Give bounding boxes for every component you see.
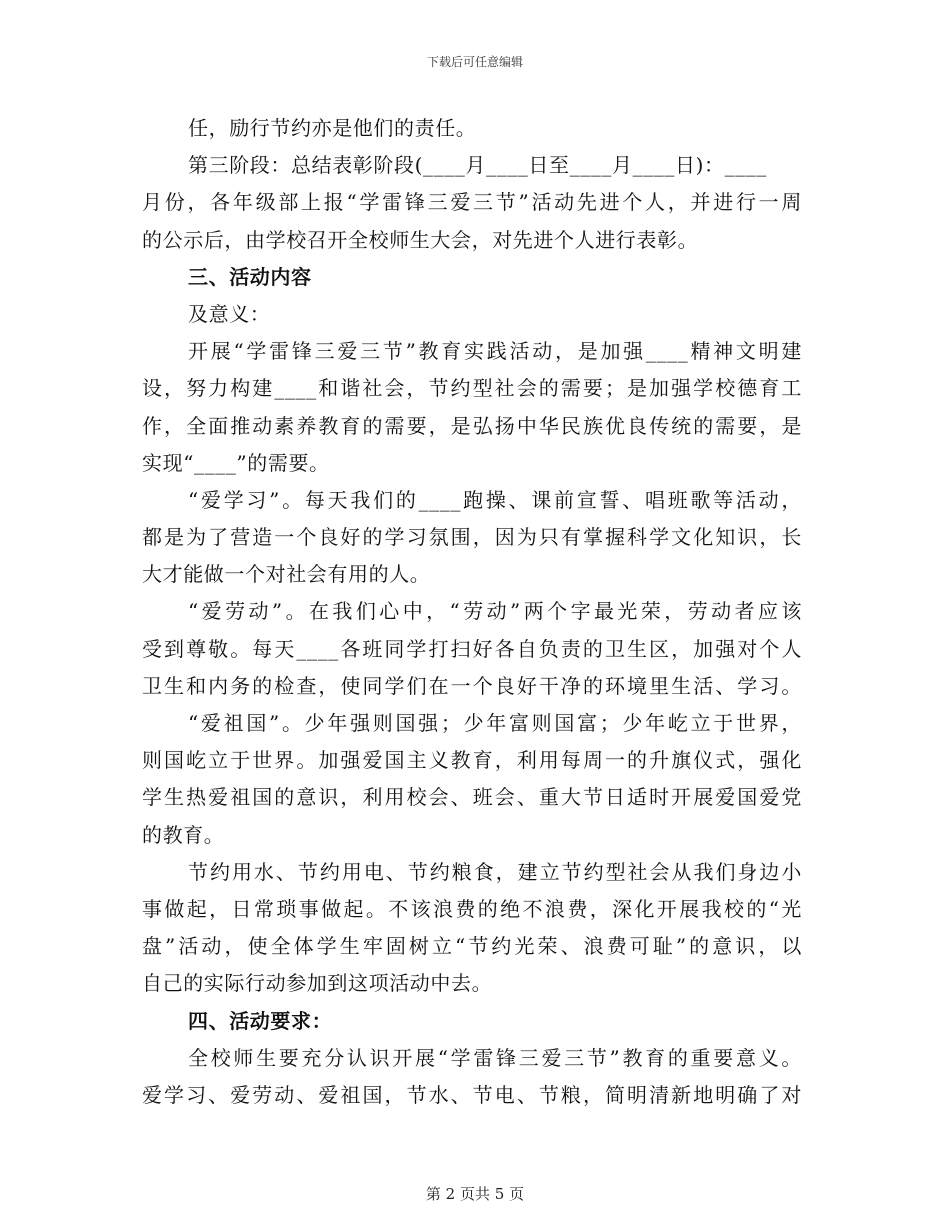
text-line: 作，全面推动素养教育的需要，是弘扬中华民族优良传统的需要，是 xyxy=(142,413,802,438)
text-line: 全校师生要充分认识开展“学雷锋三爱三节”教育的重要意义。 xyxy=(188,1045,802,1070)
body-text xyxy=(142,110,802,1114)
text-line: 设，努力构建____和谐社会，节约型社会的需要；是加强学校德育工 xyxy=(142,376,802,401)
text-line: 大才能做一个对社会有用的人。 xyxy=(142,562,431,587)
text-line: “爱劳动”。在我们心中，“劳动”两个字最光荣，劳动者应该 xyxy=(188,599,802,624)
text-line: 开展“学雷锋三爱三节”教育实践活动，是加强____精神文明建 xyxy=(188,339,802,364)
text-line: 的公示后，由学校召开全校师生大会，对先进个人进行表彰。 xyxy=(142,227,699,252)
text-line: 节约用水、节约用电、节约粮食，建立节约型社会从我们身边小 xyxy=(188,859,802,884)
text-line: 第三阶段：总结表彰阶段(____月____日至____月____日)：____ xyxy=(188,153,768,178)
text-line: 都是为了营造一个良好的学习氛围，因为只有掌握科学文化知识，长 xyxy=(142,525,802,550)
text-line: 自己的实际行动参加到这项活动中去。 xyxy=(142,971,493,996)
section-heading: 三、活动内容 xyxy=(188,264,312,289)
section-heading: 四、活动要求： xyxy=(188,1008,333,1033)
page-header: 下载后可任意编辑 xyxy=(426,55,523,69)
text-line: 的教育。 xyxy=(142,822,225,847)
text-line: 实现“____”的需要。 xyxy=(142,450,330,475)
text-line: 盘”活动，使全体学生牢固树立“节约光荣、浪费可耻”的意识，以 xyxy=(142,934,802,959)
text-line: 学生热爱祖国的意识，利用校会、班会、重大节日适时开展爱国爱党 xyxy=(142,785,802,810)
text-line: 则国屹立于世界。加强爱国主义教育，利用每周一的升旗仪式，强化 xyxy=(142,748,802,773)
text-line: “爱祖国”。少年强则国强；少年富则国富；少年屹立于世界， xyxy=(188,711,802,735)
text-line: 爱学习、爱劳动、爱祖国，节水、节电、节粮，简明清新地明确了对 xyxy=(142,1082,802,1107)
text-line: 卫生和内务的检查，使同学们在一个良好干净的环境里生活、学习。 xyxy=(142,673,802,698)
text-line: 月份，各年级部上报“学雷锋三爱三节”活动先进个人，并进行一周 xyxy=(142,190,802,215)
text-line: 及意义： xyxy=(188,301,271,326)
text-line: “爱学习”。每天我们的____跑操、课前宣誓、唱班歌等活动， xyxy=(188,487,802,512)
text-line: 事做起，日常琐事做起。不该浪费的绝不浪费，深化开展我校的“光 xyxy=(142,896,802,921)
text-line: 受到尊敬。每天____各班同学打扫好各自负责的卫生区，加强对个人 xyxy=(142,636,802,661)
page-footer: 第 2 页共 5 页 xyxy=(425,1185,525,1203)
text-line: 任，励行节约亦是他们的责任。 xyxy=(188,116,477,140)
